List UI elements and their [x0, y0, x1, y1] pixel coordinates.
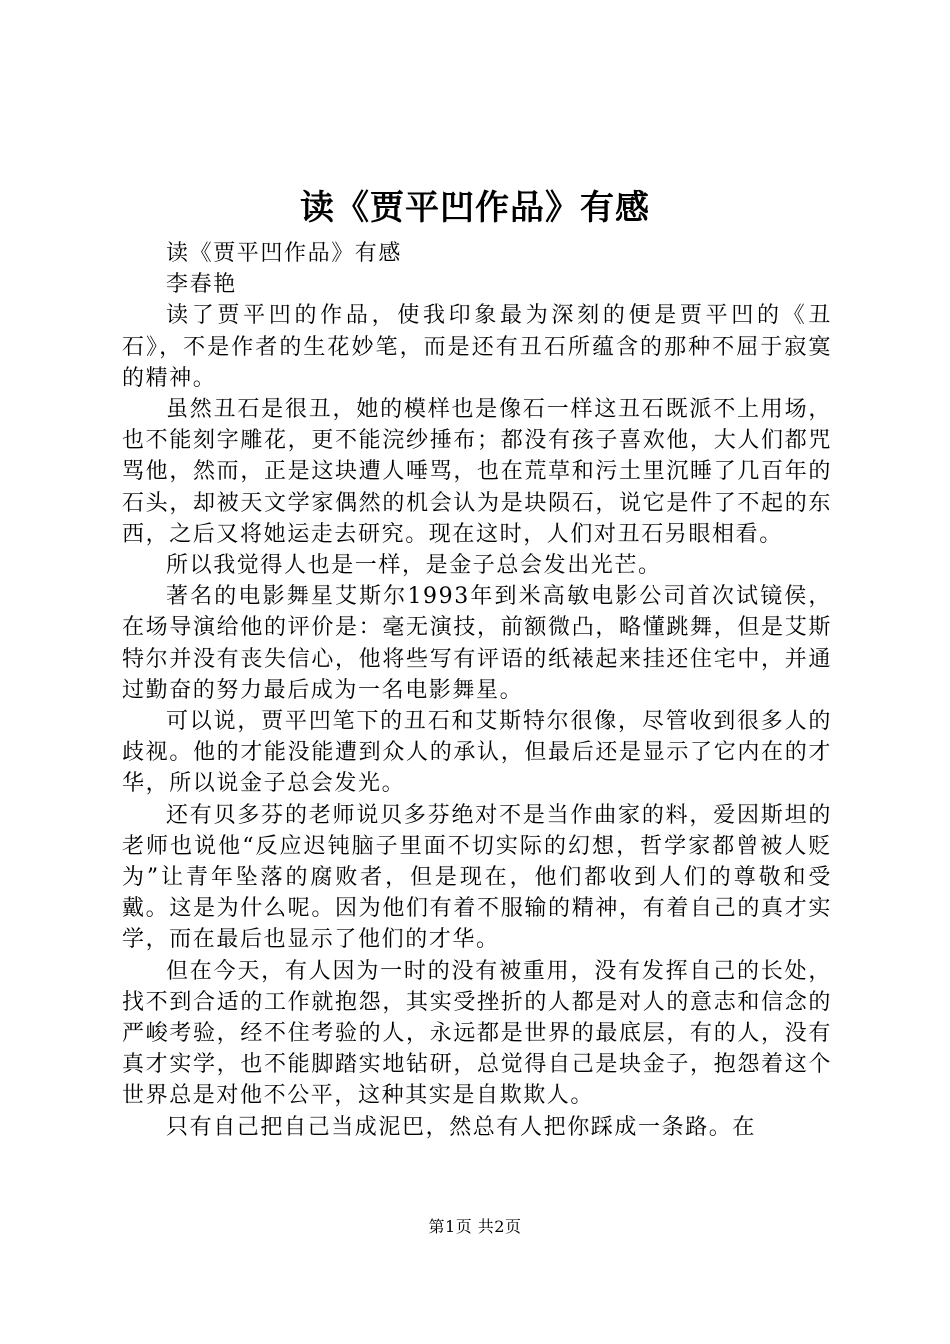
- body-paragraph: 读了贾平凹的作品，使我印象最为深刻的便是贾平凹的《丑石》，不是作者的生花妙笔，而是还有丑石所蕴含的那种不屈于寂寞的精神。: [122, 303, 832, 391]
- subtitle-line: 读《贾平凹作品》有感: [166, 241, 403, 266]
- document-body: [122, 238, 832, 1143]
- body-paragraph: 虽然丑石是很丑，她的模样也是像石一样这丑石既派不上用场，也不能刻字雕花，更不能浣纱捶布；都没有孩子喜欢他，大人们都咒骂他，然而，正是这块遭人唾骂，也在荒草和污土里沉睡了几百年的石头，却被天文学家偶然的机会认为是块陨石，说它是件了不起的东西，之后又将她运走去研究。现在这时，人们对丑石另眼相看。: [122, 397, 832, 547]
- body-paragraph: 所以我觉得人也是一样，是金子总会发出光芒。: [166, 553, 662, 579]
- page-footer: 第1页 共2页: [428, 1217, 522, 1236]
- body-paragraph: 只有自己把自己当成泥巴，然总有人把你踩成一条路。在: [166, 1114, 757, 1140]
- body-paragraph: 可以说，贾平凹笔下的丑石和艾斯特尔很像，尽管收到很多人的歧视。他的才能没能遭到众人的承认，但最后还是显示了它内在的才华，所以说金子总会发光。: [122, 709, 832, 797]
- document-title: 读《贾平凹作品》有感: [300, 188, 650, 228]
- body-paragraph: 还有贝多芬的老师说贝多芬绝对不是当作曲家的料，爱因斯坦的老师也说他“反应迟钝脑子里面不切实际的幻想，哲学家都曾被人贬为”让青年坠落的腐败者，但是现在，他们都收到人们的尊敬和受戴。这是为什么呢。因为他们有着不服输的精神，有着自己的真才实学，而在最后也显示了他们的才华。: [122, 802, 832, 953]
- body-paragraph: 但在今天，有人因为一时的没有被重用，没有发挥自己的长处，找不到合适的工作就抱怨，其实受挫折的人都是对人的意志和信念的严峻考验，经不住考验的人，永远都是世界的最底层，有的人，没有真才实学，也不能脚踏实地钻研，总觉得自己是块金子，抱怨着这个世界总是对他不公平，这种其实是自欺欺人。: [122, 958, 832, 1109]
- body-paragraph: 著名的电影舞星艾斯尔1993年到米高敏电影公司首次试镜侯，在场导演给他的评价是：毫无演技，前额微凸，略懂跳舞，但是艾斯特尔并没有丧失信心，他将些写有评语的纸裱起来挂还住宅中，并通过勤奋的努力最后成为一名电影舞星。: [122, 584, 832, 703]
- author-line: 李春艳: [166, 272, 237, 298]
